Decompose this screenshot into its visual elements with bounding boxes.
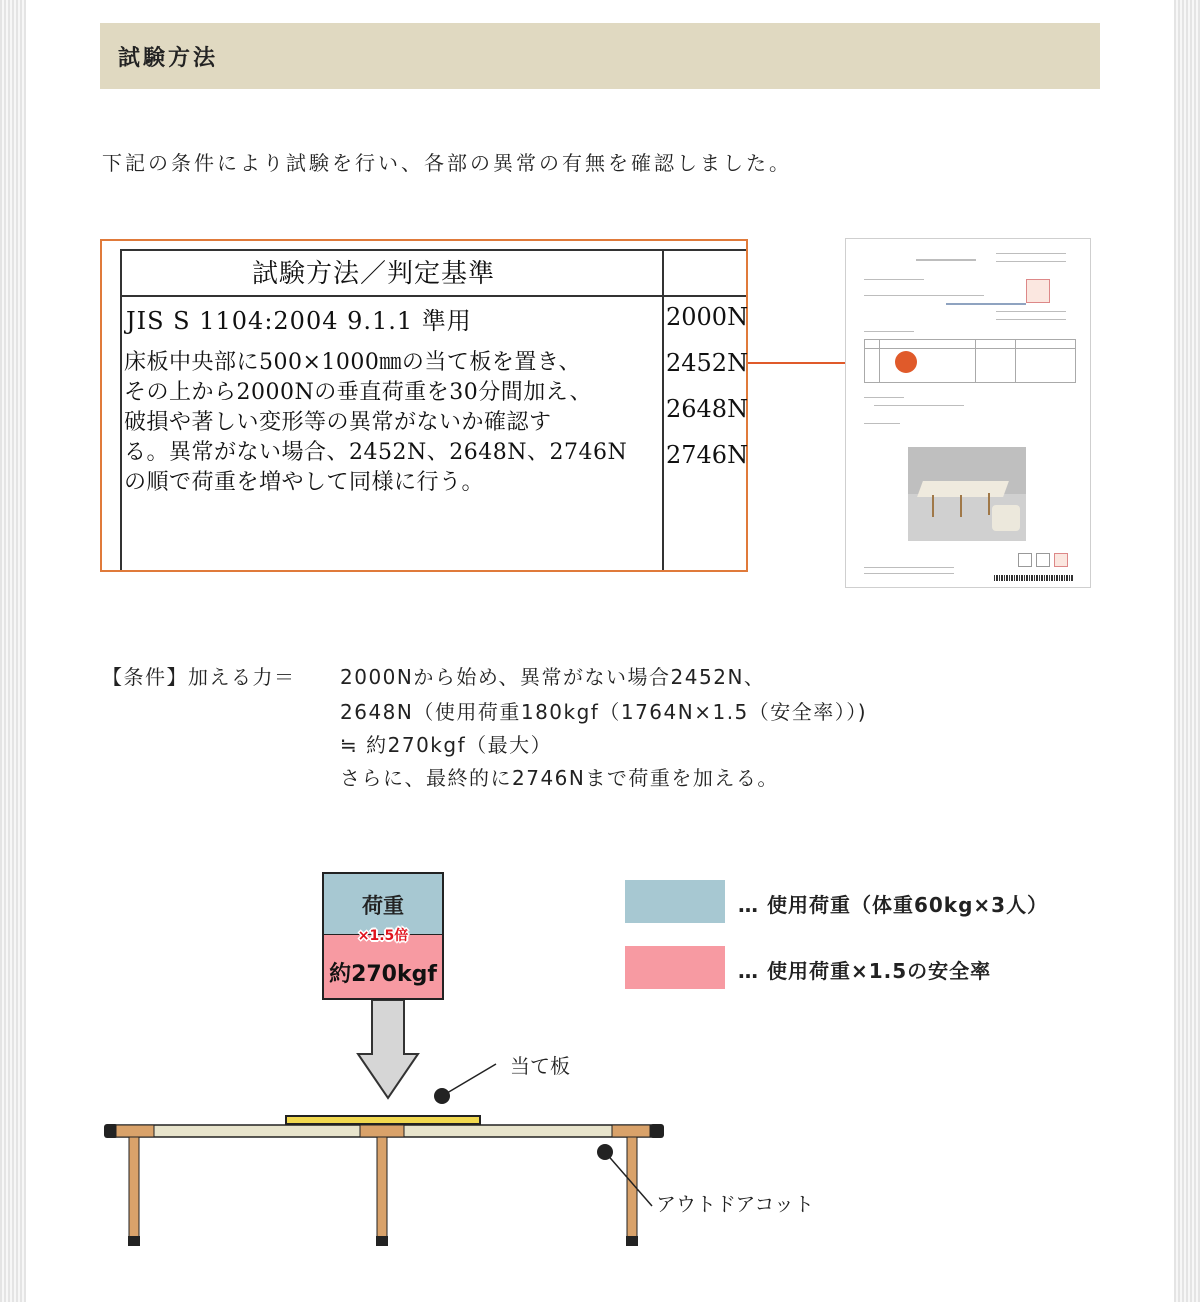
cot-leg [129, 1137, 139, 1237]
legend-swatch-load [625, 880, 725, 923]
cot-leg [377, 1137, 387, 1237]
cot-foot [376, 1236, 388, 1246]
cot-foot [626, 1236, 638, 1246]
scan-force-value: 2746N [666, 441, 749, 469]
scan-body-line: 破損や著しい変形等の異常がないか確認す [124, 410, 552, 435]
legend-text-load: … 使用荷重（体重60kg×3人） [738, 893, 1049, 917]
legend-swatch-safety [625, 946, 725, 989]
legend-text-safety: … 使用荷重×1.5の安全率 [738, 959, 992, 983]
scan-body-line: る。異常がない場合、2452N、2648N、2746N [124, 440, 628, 465]
scan-standard: JIS S 1104:2004 9.1.1 準用 [126, 307, 472, 335]
conditions-label: 【条件】加える力＝ [102, 665, 296, 689]
load-label: 荷重 [362, 894, 404, 918]
cot-leg-head [116, 1125, 154, 1137]
cot-leg-head [612, 1125, 650, 1137]
scan-body-line: 床板中央部に500×1000㎜の当て板を置き、 [124, 350, 582, 375]
cot-foot [128, 1236, 140, 1246]
cot-leg-head [360, 1125, 404, 1137]
cot-pointer-dot [597, 1144, 613, 1160]
conditions-line: さらに、最終的に2746Nまで荷重を加える。 [340, 766, 779, 790]
cot-end-cap [650, 1124, 664, 1138]
conditions-line: 2648N（使用荷重180kgf（1764N×1.5（安全率））) [340, 700, 868, 724]
intro-text: 下記の条件により試験を行い、各部の異常の有無を確認しました。 [102, 151, 792, 175]
scan-force-value: 2452N [666, 349, 749, 377]
board-label: 当て板 [510, 1054, 570, 1078]
scan-force-value: 2000N [666, 303, 749, 331]
scan-body-line: その上から2000Nの垂直荷重を30分間加え、 [124, 380, 593, 405]
board-shape [286, 1116, 480, 1124]
section-title: 試験方法 [118, 46, 219, 71]
conditions-line: ≒ 約270kgf（最大） [340, 733, 553, 757]
scan-title: 試験方法／判定基準 [252, 259, 496, 289]
board-pointer-line [442, 1064, 496, 1096]
scan-force-value: 2648N [666, 395, 749, 423]
multiplier-label: ×1.5倍 [357, 928, 409, 944]
weight-label: 約270kgf [329, 962, 437, 987]
cot-label: アウトドアコット [656, 1192, 814, 1216]
down-arrow-icon [358, 1000, 418, 1098]
conditions-line: 2000Nから始め、異常がない場合2452N、 [340, 665, 766, 689]
board-pointer-dot [434, 1088, 450, 1104]
scan-body-line: の順で荷重を増やして同様に行う。 [124, 470, 485, 495]
